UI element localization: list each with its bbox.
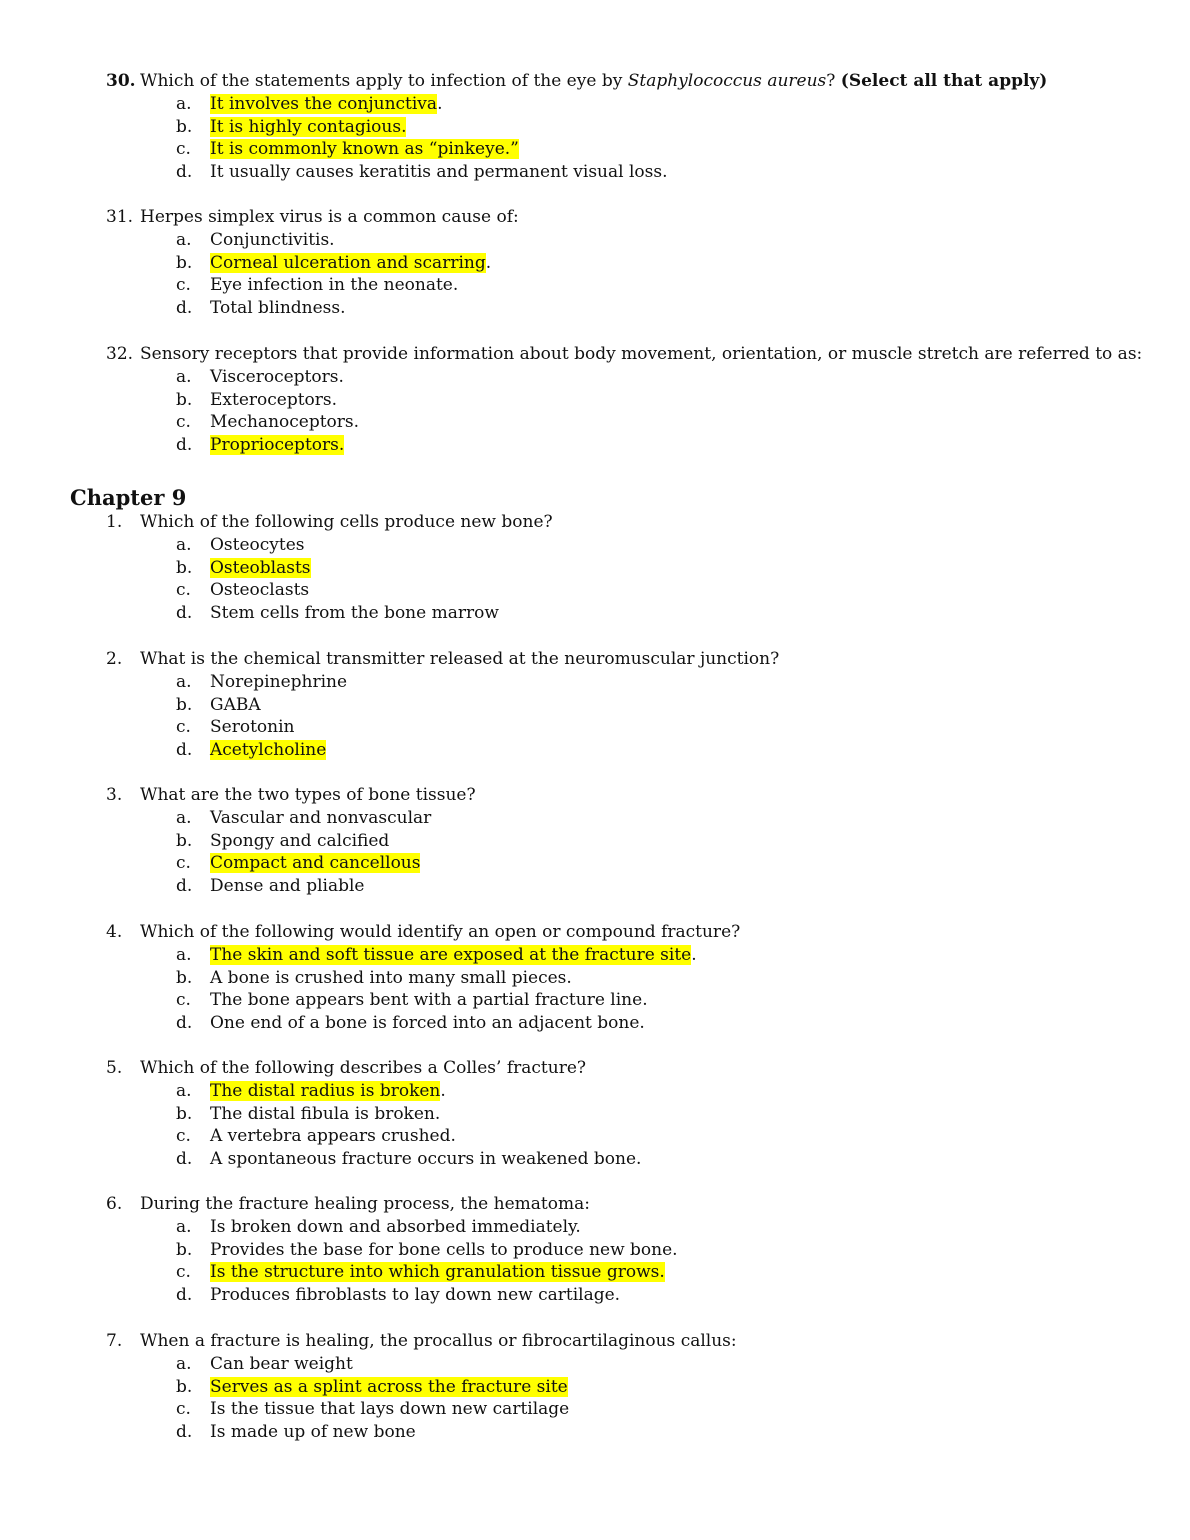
question-text-part: Staphylococcus aureus (627, 71, 827, 91)
option-text (210, 967, 572, 990)
option-text (210, 1125, 456, 1148)
option-label: Vascular and nonvascular (210, 807, 432, 828)
option-label: One end of a bone is forced into an adjacent bone. (210, 1013, 645, 1034)
option-text (210, 138, 519, 161)
option-letter: d. (176, 740, 193, 761)
option-letter: d. (176, 876, 193, 897)
option-letter: b. (176, 967, 193, 988)
option-label: Is made up of new bone (210, 1422, 416, 1443)
option-label: The distal fibula is broken. (210, 1103, 441, 1124)
highlighted-answer: Compact and cancellous (210, 853, 421, 874)
question-number: 32. (106, 344, 134, 364)
option-text (210, 852, 420, 875)
option-letter: a. (176, 1353, 192, 1374)
question-number: 31. (106, 207, 134, 227)
option-text (210, 274, 458, 297)
question-text (140, 511, 553, 534)
question-text (140, 921, 740, 944)
option-text (210, 875, 364, 898)
question-text (140, 206, 519, 229)
option-letter: b. (176, 116, 193, 137)
option-label: A bone is crushed into many small pieces. (210, 967, 572, 988)
option-letter: a. (176, 807, 192, 828)
option-text (210, 1376, 568, 1399)
question-text-part: What are the two types of bone tissue? (140, 785, 476, 805)
option-text (210, 297, 346, 320)
option-text (210, 116, 406, 139)
question-text-part: ? (826, 71, 841, 91)
option-letter: d. (176, 162, 193, 183)
option-text (210, 944, 697, 967)
option-text (210, 1284, 620, 1307)
option-label: Is the tissue that lays down new cartilage (210, 1399, 570, 1420)
option-text (210, 1353, 353, 1376)
chapter-heading: Chapter 9 (70, 485, 187, 510)
highlighted-answer: The skin and soft tissue are exposed at the fracture site (210, 944, 692, 965)
option-suffix: . (440, 1080, 446, 1101)
option-letter: d. (176, 1149, 193, 1170)
highlighted-answer: Serves as a splint across the fracture site (210, 1376, 568, 1397)
option-label: Norepinephrine (210, 671, 348, 692)
option-label: Produces fibroblasts to lay down new cartilage. (210, 1285, 621, 1306)
question-text-part: During the fracture healing process, the hematoma: (140, 1194, 590, 1214)
highlighted-answer: Osteoblasts (210, 557, 311, 578)
question-text-part: Which of the statements apply to infection of the eye by (140, 71, 628, 91)
option-label: Exteroceptors. (210, 389, 338, 410)
option-text (210, 93, 442, 116)
question-number: 3. (106, 785, 123, 805)
question-number: 1. (106, 512, 123, 532)
option-letter: c. (176, 717, 191, 738)
question-text-part: Which of the following cells produce new bone? (140, 512, 553, 532)
question-text-part: (Select all that apply) (840, 71, 1048, 91)
option-label: Osteocytes (210, 534, 305, 555)
option-label: Spongy and calcified (210, 830, 390, 851)
option-text (210, 1148, 641, 1171)
option-letter: c. (176, 1126, 191, 1147)
option-label: Stem cells from the bone marrow (210, 603, 499, 624)
option-label: A spontaneous fracture occurs in weakened bone. (210, 1149, 642, 1170)
option-label: It usually causes keratitis and permanent visual loss. (210, 162, 668, 183)
option-suffix: . (691, 944, 697, 965)
option-text (210, 739, 326, 762)
option-letter: c. (176, 990, 191, 1011)
option-letter: a. (176, 671, 192, 692)
question-text-part: Herpes simplex virus is a common cause of: (140, 207, 519, 227)
option-text (210, 1398, 569, 1421)
question-number: 30. (106, 71, 136, 91)
question-text (140, 784, 476, 807)
option-letter: b. (176, 557, 193, 578)
question-text (140, 1057, 586, 1080)
question-text-part: When a fracture is healing, the procallus or fibrocartilaginous callus: (140, 1331, 737, 1351)
option-label: Osteoclasts (210, 580, 310, 601)
option-text (210, 161, 668, 184)
highlighted-answer: It involves the conjunctiva (210, 93, 438, 114)
option-label: Total blindness. (210, 298, 346, 319)
option-text (210, 1080, 446, 1103)
option-text (210, 411, 359, 434)
option-text (210, 579, 309, 602)
option-text (210, 1103, 440, 1126)
option-letter: a. (176, 534, 192, 555)
question-text (140, 70, 1047, 93)
option-letter: d. (176, 1285, 193, 1306)
option-label: Is broken down and absorbed immediately. (210, 1216, 581, 1237)
question-number: 2. (106, 649, 123, 669)
option-label: Can bear weight (210, 1353, 353, 1374)
option-letter: a. (176, 366, 192, 387)
question-text (140, 1330, 737, 1353)
option-text (210, 602, 499, 625)
option-label: Serotonin (210, 717, 295, 738)
option-text (210, 830, 389, 853)
question-text-part: Sensory receptors that provide information about body movement, orientation, or muscle stretch are referred to as: (140, 344, 1143, 364)
highlighted-answer: It is commonly known as “pinkeye.” (210, 139, 519, 160)
option-label: Provides the base for bone cells to produce new bone. (210, 1239, 678, 1260)
option-letter: d. (176, 1013, 193, 1034)
option-letter: c. (176, 1399, 191, 1420)
option-label: Visceroceptors. (210, 366, 344, 387)
option-letter: c. (176, 853, 191, 874)
option-letter: d. (176, 298, 193, 319)
option-text (210, 1216, 581, 1239)
highlighted-answer: Corneal ulceration and scarring (210, 252, 486, 273)
option-letter: c. (176, 1262, 191, 1283)
option-letter: c. (176, 275, 191, 296)
option-text (210, 534, 305, 557)
option-text (210, 1012, 645, 1035)
question-text-part: Which of the following would identify an open or compound fracture? (140, 922, 741, 942)
option-letter: b. (176, 389, 193, 410)
option-letter: d. (176, 1422, 193, 1443)
question-text-part: Which of the following describes a Colles’ fracture? (140, 1058, 586, 1078)
option-text (210, 434, 344, 457)
option-letter: b. (176, 252, 193, 273)
option-text (210, 1421, 416, 1444)
option-letter: a. (176, 1216, 192, 1237)
option-text (210, 716, 294, 739)
option-text (210, 229, 335, 252)
option-text (210, 252, 491, 275)
option-text (210, 807, 431, 830)
option-letter: c. (176, 412, 191, 433)
option-letter: d. (176, 603, 193, 624)
question-text (140, 343, 1142, 366)
highlighted-answer: Is the structure into which granulation tissue grows. (210, 1262, 665, 1283)
question-text (140, 648, 779, 671)
option-letter: a. (176, 229, 192, 250)
question-number: 5. (106, 1058, 123, 1078)
option-letter: c. (176, 139, 191, 160)
option-letter: b. (176, 1239, 193, 1260)
option-text (210, 989, 648, 1012)
question-number: 4. (106, 922, 123, 942)
highlighted-answer: Proprioceptors. (210, 435, 345, 456)
highlighted-answer: Acetylcholine (210, 740, 327, 761)
question-text (140, 1193, 590, 1216)
option-label: Conjunctivitis. (210, 229, 335, 250)
option-letter: a. (176, 1080, 192, 1101)
highlighted-answer: It is highly contagious. (210, 116, 407, 137)
highlighted-answer: The distal radius is broken (210, 1080, 441, 1101)
option-letter: a. (176, 944, 192, 965)
option-letter: b. (176, 694, 193, 715)
option-letter: a. (176, 93, 192, 114)
option-text (210, 1239, 678, 1262)
option-letter: c. (176, 580, 191, 601)
option-text (210, 389, 337, 412)
option-letter: b. (176, 1376, 193, 1397)
option-letter: b. (176, 830, 193, 851)
question-number: 6. (106, 1194, 123, 1214)
option-label: A vertebra appears crushed. (210, 1126, 456, 1147)
option-label: GABA (210, 694, 261, 715)
question-number: 7. (106, 1331, 123, 1351)
question-text-part: What is the chemical transmitter released at the neuromuscular junction? (140, 649, 780, 669)
option-text (210, 557, 311, 580)
option-letter: b. (176, 1103, 193, 1124)
option-text (210, 671, 347, 694)
option-label: Mechanoceptors. (210, 412, 360, 433)
option-suffix: . (485, 252, 492, 273)
option-suffix: . (437, 93, 443, 114)
option-text (210, 694, 261, 717)
option-label: Dense and pliable (210, 876, 365, 897)
option-text (210, 1261, 665, 1284)
option-label: Eye infection in the neonate. (210, 275, 459, 296)
option-letter: d. (176, 435, 193, 456)
option-text (210, 366, 344, 389)
option-label: The bone appears bent with a partial fracture line. (210, 990, 648, 1011)
